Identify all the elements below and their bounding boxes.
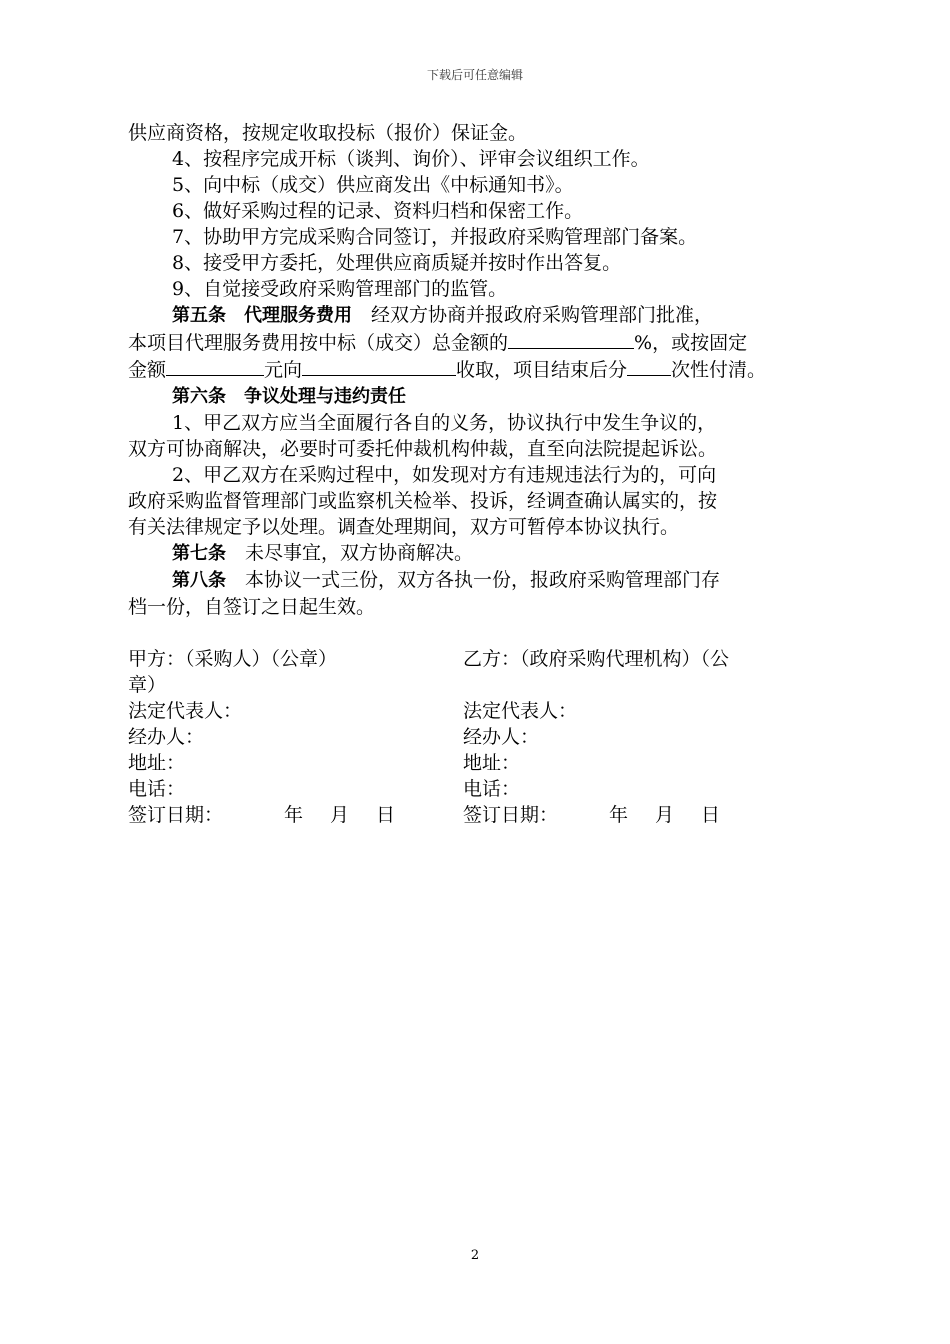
party-b-continued: 章） [128,674,167,696]
sign-date-b [463,802,828,828]
amount-blank[interactable] [166,356,264,376]
article-6-text: 有关法律规定予以处理。调查处理期间，双方可暂停本协议执行。 [128,516,680,538]
date-year: 年 [284,804,304,826]
list-item: 6、做好采购过程的记录、资料归档和保密工作。 [172,200,584,222]
list-item: 8、接受甲方委托，处理供应商质疑并按时作出答复。 [172,252,622,274]
date-day: 日 [701,804,721,826]
signature-row-date [128,802,828,828]
article-5-text: 金额 [128,359,167,381]
header-note: 下载后可任意编辑 [426,68,523,82]
signature-row-parties [128,646,828,672]
signature-row-address [128,750,828,776]
list-item: 7、协助甲方完成采购合同签订，并报政府采购管理部门备案。 [172,226,698,248]
article-5-text: 次性付清。 [671,359,767,381]
date-label: 签订日期： [463,804,559,826]
legal-rep-a: 法定代表人： [128,700,243,722]
date-month: 月 [330,804,350,826]
article-7-text: 未尽事宜，双方协商解决。 [245,542,474,564]
document-body [128,120,828,828]
phone-b: 电话： [463,778,521,800]
article-5-text: 元向 [264,359,303,381]
sign-date-a [128,802,463,828]
article-6-text: 政府采购监督管理部门或监察机关检举、投诉，经调查确认属实的，按 [128,490,718,512]
article-6-text: 双方可协商解决，必要时可委托仲裁机构仲裁，直至向法院提起诉讼。 [128,438,718,460]
percent-blank[interactable] [508,329,634,349]
agent-b: 经办人： [463,726,540,748]
list-item: 5、向中标（成交）供应商发出《中标通知书》。 [172,174,574,196]
spacer [128,620,828,646]
party-a: 甲方：（采购人）（公章） [128,648,338,670]
payee-blank[interactable] [302,356,456,376]
phone-a: 电话： [128,778,186,800]
article-5-label: 第五条 代理服务费用 [172,305,352,326]
list-item: 9、自觉接受政府采购管理部门的监管。 [172,278,508,300]
article-6-text: 1、甲乙双方应当全面履行各自的义务，协议执行中发生争议的， [172,412,717,434]
date-year: 年 [609,804,629,826]
article-5-line-1 [128,302,828,329]
legal-rep-b: 法定代表人： [463,700,578,722]
address-a: 地址： [128,752,186,774]
article-8-line-1 [128,567,828,594]
party-b: 乙方：（政府采购代理机构）（公 [463,648,730,670]
article-7-line [128,540,828,567]
article-8-text: 档一份，自签订之日起生效。 [128,596,376,618]
address-b: 地址： [463,752,521,774]
list-item: 4、按程序完成开标（谈判、询价）、评审会议组织工作。 [172,148,650,170]
signature-row-legal-rep [128,698,828,724]
article-5-text: 本项目代理服务费用按中标（成交）总金额的 [128,332,509,354]
article-7-label: 第七条 [172,543,226,564]
date-label: 签订日期： [128,804,224,826]
signature-row-agent [128,724,828,750]
text-line: 供应商资格，按规定收取投标（报价）保证金。 [128,122,528,144]
article-5-line-2 [128,329,828,356]
article-8-text: 本协议一式三份，双方各执一份，报政府采购管理部门存 [245,569,721,591]
article-6-text: 2、甲乙双方在采购过程中，如发现对方有违规违法行为的，可向 [172,464,717,486]
date-day: 日 [376,804,396,826]
page-number: 2 [470,1248,480,1263]
date-month: 月 [655,804,675,826]
agent-a: 经办人： [128,726,205,748]
signature-row-phone [128,776,828,802]
article-6-heading [128,383,828,410]
article-6-label: 第六条 争议处理与违约责任 [172,386,406,407]
article-5-line-3 [128,356,828,383]
article-8-label: 第八条 [172,570,226,591]
article-5-text: %，或按固定 [634,332,748,354]
installments-blank[interactable] [627,356,671,376]
article-5-text: 收取，项目结束后分 [456,359,628,381]
article-5-text: 经双方协商并报政府采购管理部门批准， [371,304,714,326]
